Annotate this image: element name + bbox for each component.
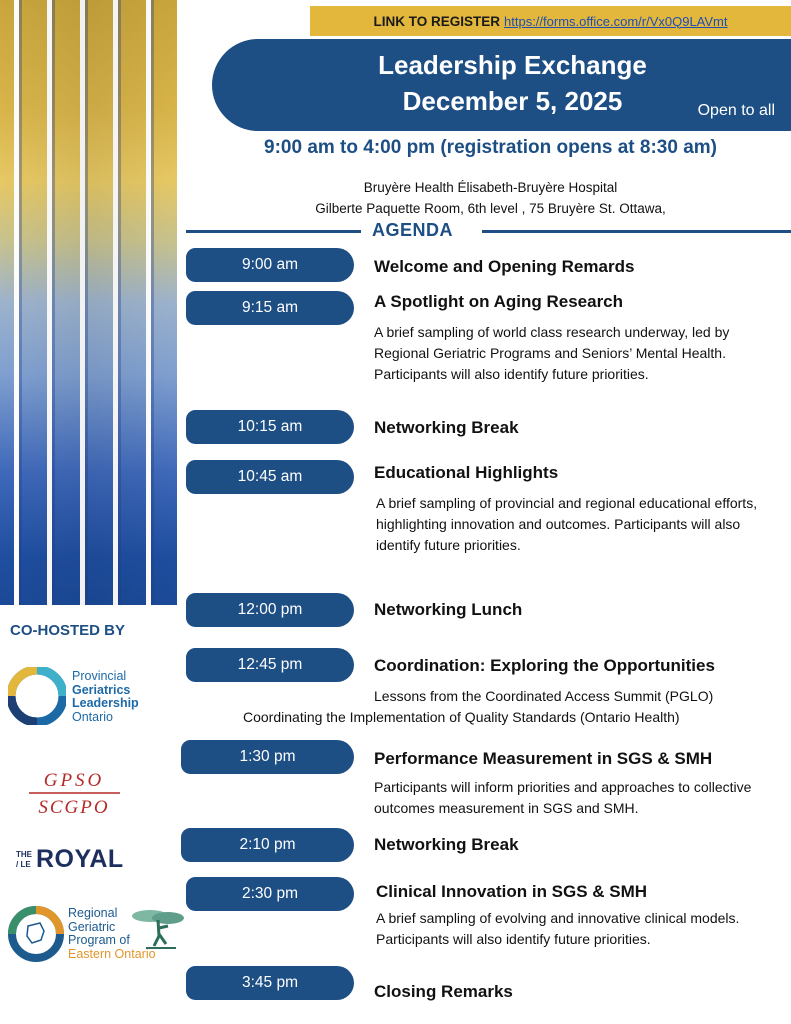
rgp-line-1: Regional — [68, 906, 118, 920]
agenda-time-pill: 1:30 pm — [181, 740, 354, 774]
agenda-item-desc: A brief sampling of world class research underway, led by Regional Geriatric Programs and Seniors’ Mental Health. Participants will also identify future priorities. — [374, 324, 730, 382]
agenda-item-desc: Lessons from the Coordinated Access Summit (PGLO) — [374, 688, 714, 704]
event-title: Leadership Exchange — [378, 50, 647, 80]
gpso-top-text: GPSO — [43, 770, 105, 791]
decorative-stripes — [0, 0, 182, 605]
register-label: LINK TO REGISTER — [373, 13, 501, 29]
venue — [190, 177, 791, 219]
agenda-time-pill: 9:15 am — [186, 291, 354, 325]
agenda-time-pill: 2:30 pm — [186, 877, 354, 911]
tree-icon — [128, 906, 186, 950]
royal-logo — [16, 845, 124, 874]
agenda-item-title: Closing Remarks — [374, 982, 513, 1001]
agenda-time-pill: 12:45 pm — [186, 648, 354, 682]
cohosted-heading: CO-HOSTED BY — [10, 622, 126, 639]
rgp-line-2: Geriatric — [68, 919, 116, 934]
agenda-time-pill: 12:00 pm — [186, 593, 354, 627]
agenda-item-desc: A brief sampling of provincial and regional educational efforts, highlighting innovation and outcomes. Participants will also identify future priorities. — [376, 495, 758, 553]
pglo-line-1: Provincial — [72, 669, 127, 683]
agenda-time-pill: 2:10 pm — [181, 828, 354, 862]
agenda-item-desc-2: Coordinating the Implementation of Quality Standards (Ontario Health) — [243, 709, 680, 725]
register-link[interactable]: https://forms.office.com/r/Vx0Q9LAVmt — [504, 13, 728, 29]
register-bar — [310, 6, 791, 36]
agenda-item-title: Networking Lunch — [374, 600, 523, 619]
venue-line-1: Bruyère Health Élisabeth-Bruyère Hospital — [363, 180, 618, 195]
royal-wordmark: ROYAL — [36, 845, 124, 873]
event-time: 9:00 am to 4:00 pm (registration opens at 8:30 am) — [264, 137, 717, 158]
royal-small-2: / LE — [16, 859, 31, 869]
agenda-heading-row — [186, 220, 791, 242]
royal-small-text — [16, 850, 32, 870]
pglo-line-3: Leadership — [72, 696, 139, 710]
audience-label: Open to all — [697, 102, 775, 119]
gpso-logo-icon — [27, 768, 122, 818]
agenda-item-title: Coordination: Exploring the Opportunities — [374, 656, 715, 675]
agenda-rule-right — [482, 230, 791, 233]
pglo-line-4: Ontario — [72, 709, 113, 724]
agenda-item-desc: A brief sampling of evolving and innovative clinical models. Participants will also identify future priorities. — [376, 910, 740, 947]
agenda-item-title: Networking Break — [374, 418, 519, 437]
agenda-item-title: Performance Measurement in SGS & SMH — [374, 749, 713, 768]
agenda-heading: AGENDA — [372, 220, 454, 240]
pglo-logo-icon — [8, 667, 66, 725]
agenda-time-pill: 10:45 am — [186, 460, 354, 494]
agenda-time-pill: 9:00 am — [186, 248, 354, 282]
gpso-bottom-text: SCGPO — [38, 797, 110, 818]
rgp-line-3: Program of — [68, 933, 130, 947]
agenda-rule-left — [186, 230, 361, 233]
rgp-line-4: Eastern Ontario — [68, 946, 156, 961]
agenda-item-title: Educational Highlights — [374, 463, 559, 482]
agenda-time-pill: 10:15 am — [186, 410, 354, 444]
agenda-item-title: Clinical Innovation in SGS & SMH — [376, 882, 648, 901]
royal-small-1: THE — [16, 849, 32, 859]
pglo-line-2: Geriatrics — [72, 682, 131, 697]
pglo-name — [72, 670, 139, 724]
agenda-item-title: A Spotlight on Aging Research — [374, 292, 624, 311]
agenda-item-desc: Participants will inform priorities and approaches to collective outcomes measurement in SGS and SMH. — [374, 779, 752, 816]
event-date: December 5, 2025 — [402, 86, 623, 116]
agenda-item-title: Networking Break — [374, 835, 519, 854]
rgp-logo-icon — [8, 906, 64, 962]
venue-line-2: Gilberte Paquette Room, 6th level , 75 Bruyère St. Ottawa, — [315, 201, 666, 216]
agenda-time-pill: 3:45 pm — [186, 966, 354, 1000]
agenda-item-title: Welcome and Opening Remards — [374, 257, 635, 276]
stripe-divider — [177, 0, 183, 605]
